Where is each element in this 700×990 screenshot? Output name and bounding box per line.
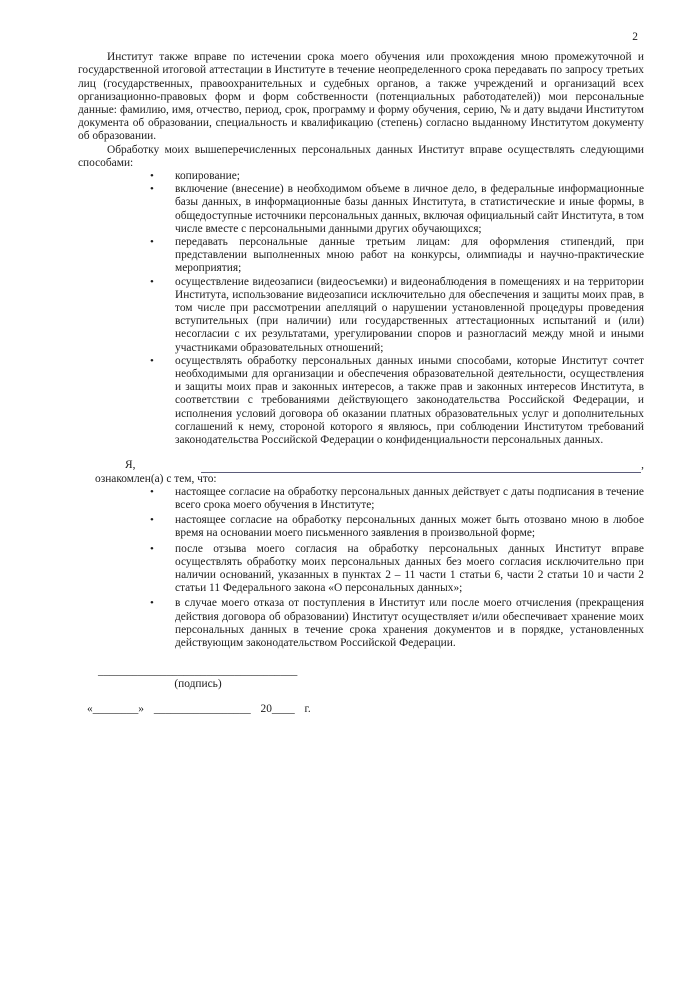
year-suffix: г. bbox=[304, 702, 311, 715]
list-item bbox=[78, 597, 644, 650]
list-item bbox=[78, 514, 644, 540]
name-line-pronoun: Я, bbox=[125, 459, 136, 472]
list-item-text: в случае моего отказа от поступления в Институт или после моего отчисления (прекращения действия договора об образовании) Институт осуществляет и/или обеспечивает хранение моих персональных данных в течение срока хранения документов и в порядке, установленных действующим законодательством Российской Федерации. bbox=[175, 597, 644, 649]
list-item-text: настоящее согласие на обработку персональных данных действует с даты подписания в течение всего срока моего обучения в Институте; bbox=[175, 485, 644, 511]
list-item bbox=[78, 236, 644, 276]
signature-blank-field[interactable]: ___________________________________ bbox=[98, 665, 298, 678]
paragraph-processing-intro: Обработку моих вышеперечисленных персональных данных Институт вправе осуществлять следующими способами: bbox=[78, 143, 644, 169]
list-item-text: копирование; bbox=[175, 170, 240, 183]
list-item bbox=[78, 183, 644, 236]
list-item bbox=[78, 355, 644, 447]
list-item-text: включение (внесение) в необходимом объеме в личное дело, в федеральные информационные базы данных, в информационные базы данных Института, в статистические и иные формы, в общедоступные источники персональных данных, включая официальный сайт Института, в том числе вместе с персональными данными других обучающихся; bbox=[175, 183, 644, 235]
bullet-icon: • bbox=[150, 170, 154, 183]
processing-methods-list bbox=[78, 170, 644, 447]
acknowledgements-list bbox=[78, 486, 644, 650]
bullet-icon: • bbox=[150, 275, 154, 288]
bullet-icon: • bbox=[150, 236, 154, 249]
bullet-icon: • bbox=[150, 354, 154, 367]
list-item-text: осуществлять обработку персональных данных иными способами, которые Институт сочтет необходимыми для организации и обеспечения образовательной деятельности, осуществления и защиты моих прав и законных интересов, а также прав и законных интересов Института, в соответствии с требованиями действующего законодательства Российской Федерации, и исполнения условий договора об оказании платных образовательных услуг и дополнительных соглашений к нему, стороной которого я являюсь, при соблюдении Институтом требований законодательства Российской Федерации о конфиденциальности персональных данных. bbox=[175, 354, 644, 447]
acknowledgement-intro: ознакомлен(а) с тем, что: bbox=[95, 472, 217, 485]
bullet-icon: • bbox=[150, 514, 154, 527]
name-line bbox=[78, 459, 644, 472]
list-item bbox=[78, 486, 644, 512]
name-line-comma: , bbox=[641, 459, 644, 472]
page-number: 2 bbox=[632, 31, 638, 43]
page-content bbox=[78, 31, 644, 716]
list-item bbox=[78, 170, 644, 183]
name-blank-field[interactable] bbox=[201, 460, 641, 473]
day-blank-field[interactable]: «________» bbox=[87, 702, 144, 715]
bullet-icon: • bbox=[150, 542, 154, 555]
list-item-text: передавать персональные данные третьим лицам: для оформления стипендий, при представлении выполненных мною работ на конкурсы, олимпиады и научно-практические мероприятия; bbox=[175, 236, 644, 275]
bullet-icon: • bbox=[150, 485, 154, 498]
paragraph-transfer-rights: Институт также вправе по истечении срока моего обучения или прохождения мною промежуточной и государственной итоговой аттестации в Институте в течение неопределенного срока передавать по запросу третьих лиц (государственных, правоохранительных и судебных органов, а также учреждений и организаций всех организационно-правовых форм и форм собственности (потенциальных работодателей)) мои персональные данные: фамилию, имя, отчество, период, срок, программу и форму обучения, серию, № и дату выдачи Институтом документа об образовании, специальность и квалификацию (степень) согласно выданному Институтом документу об образовании. bbox=[78, 51, 644, 143]
list-item bbox=[78, 543, 644, 596]
bullet-icon: • bbox=[150, 597, 154, 610]
list-item-text: после отзыва моего согласия на обработку персональных данных Институт вправе осуществлять обработку моих персональных данных без моего согласия исключительно при наличии оснований, указанных в пунктах 2 – 11 части 1 статьи 6, части 2 статьи 10 и части 2 статьи 11 Федерального закона «О персональных данных»; bbox=[175, 542, 644, 595]
signature-block bbox=[98, 665, 298, 691]
list-item-text: осуществление видеозаписи (видеосъемки) и видеонаблюдения в помещениях и на территории Института, использование видеозаписи исключительно для обеспечения и защиты моих прав, в том числе при рассмотрении апелляций о нарушении установленной процедуры проведения вступительных (при наличии) или государственных аттестационных испытаний и (или) несогласии с их результатами, урегулировании споров и разногласий между мной и иными участниками образовательных отношений; bbox=[175, 275, 644, 354]
date-line bbox=[87, 703, 644, 716]
month-blank-field[interactable]: _________________ bbox=[153, 702, 251, 715]
year-blank-field[interactable]: 20____ bbox=[260, 702, 295, 715]
list-item bbox=[78, 276, 644, 355]
signature-caption: (подпись) bbox=[174, 678, 222, 691]
bullet-icon: • bbox=[150, 183, 154, 196]
list-item-text: настоящее согласие на обработку персональных данных может быть отозвано мною в любое время на основании моего письменного заявления в произвольной форме; bbox=[175, 514, 644, 540]
